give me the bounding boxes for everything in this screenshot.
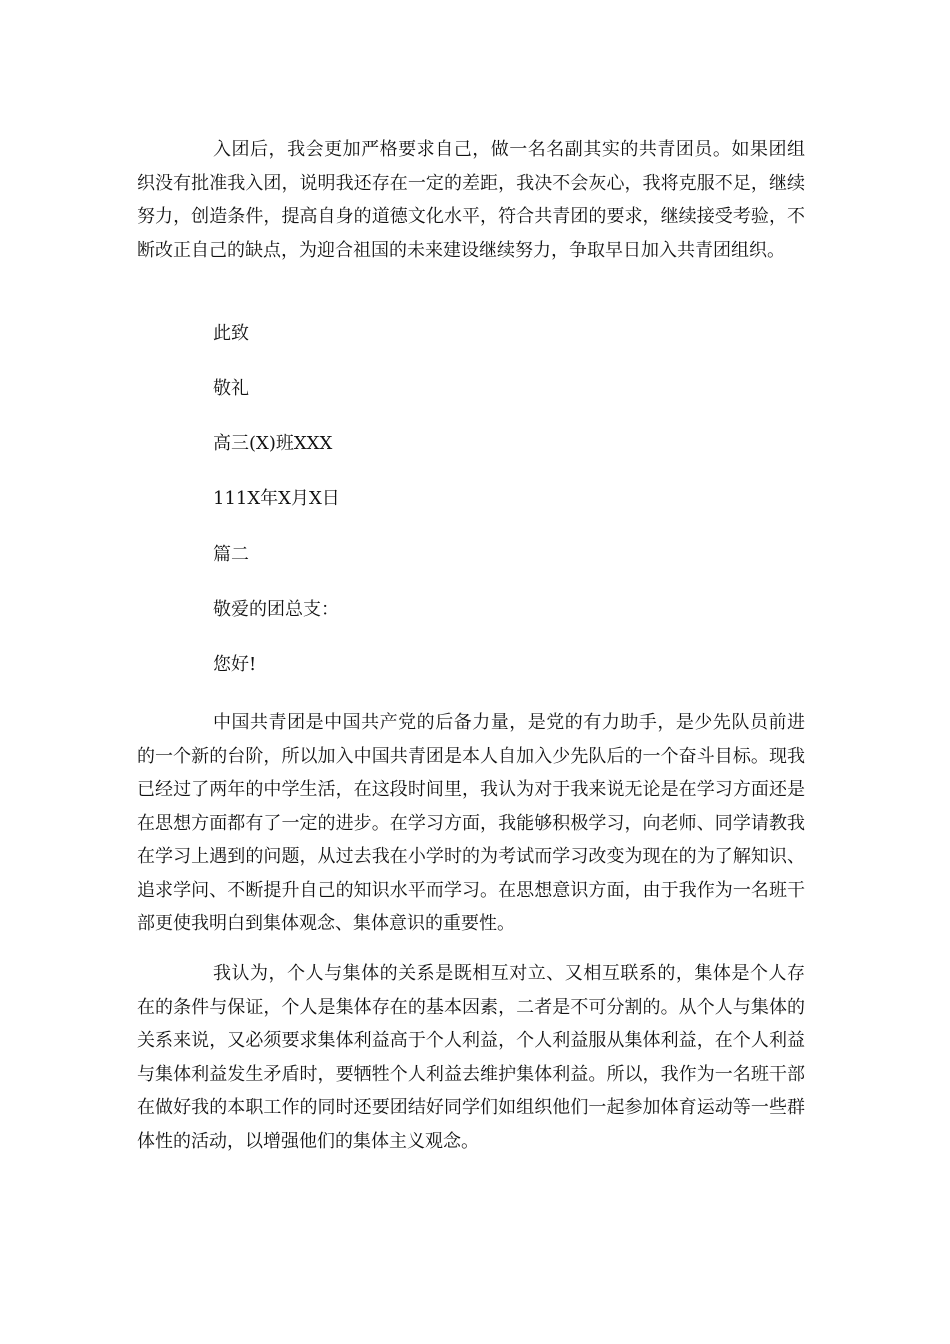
date: 111X年X月X日 [213,488,340,509]
paragraph-study-progress: 中国共青团是中国共产党的后备力量，是党的有力助手，是少先队员前进的一个新的台阶，所以加入中国共青团是本人自加入少先队后的一个奋斗目标。现我已经过了两年的中学生活，在这段时间里，我认为对于我来说无论是在学习方面还是在思想方面都有了一定的进步。在学习方面，我能够积极学习，向老师、同学请教我在学习上遇到的问题，从过去我在小学时的为考试而学习改变为现在的为了解知识、追求学问、不断提升自己的知识水平而学习。在思想意识方面，由于我作为一名班干部更使我明白到集体观念、集体意识的重要性。 [137,712,805,934]
closing-line-2: 敬礼 [213,378,249,399]
section-title: 篇二 [213,544,249,565]
salutation: 敬爱的团总支： [213,599,339,620]
signature: 高三(X)班XXX [213,433,333,454]
paragraph-collective: 我认为，个人与集体的关系是既相互对立、又相互联系的，集体是个人存在的条件与保证，个人是集体存在的基本因素，二者是不可分割的。从个人与集体的关系来说，又必须要求集体利益高于个人利益，个人利益服从集体利益，在个人利益与集体利益发生矛盾时，要牺牲个人利益去维护集体利益。所以，我作为一名班干部在做好我的本职工作的同时还要团结好同学们如组织他们一起参加体育运动等一些群体性的活动，以增强他们的集体主义观念。 [137,963,805,1152]
paragraph-commitment: 入团后，我会更加严格要求自己，做一名名副其实的共青团员。如果团组织没有批准我入团，说明我还存在一定的差距，我决不会灰心，我将克服不足，继续努力，创造条件，提高自身的道德文化水平，符合共青团的要求，继续接受考验，不断改正自己的缺点，为迎合祖国的未来建设继续努力，争取早日加入共青团组织。 [137,139,805,261]
closing-line-1: 此致 [213,323,249,344]
greeting: 您好! [213,654,257,675]
